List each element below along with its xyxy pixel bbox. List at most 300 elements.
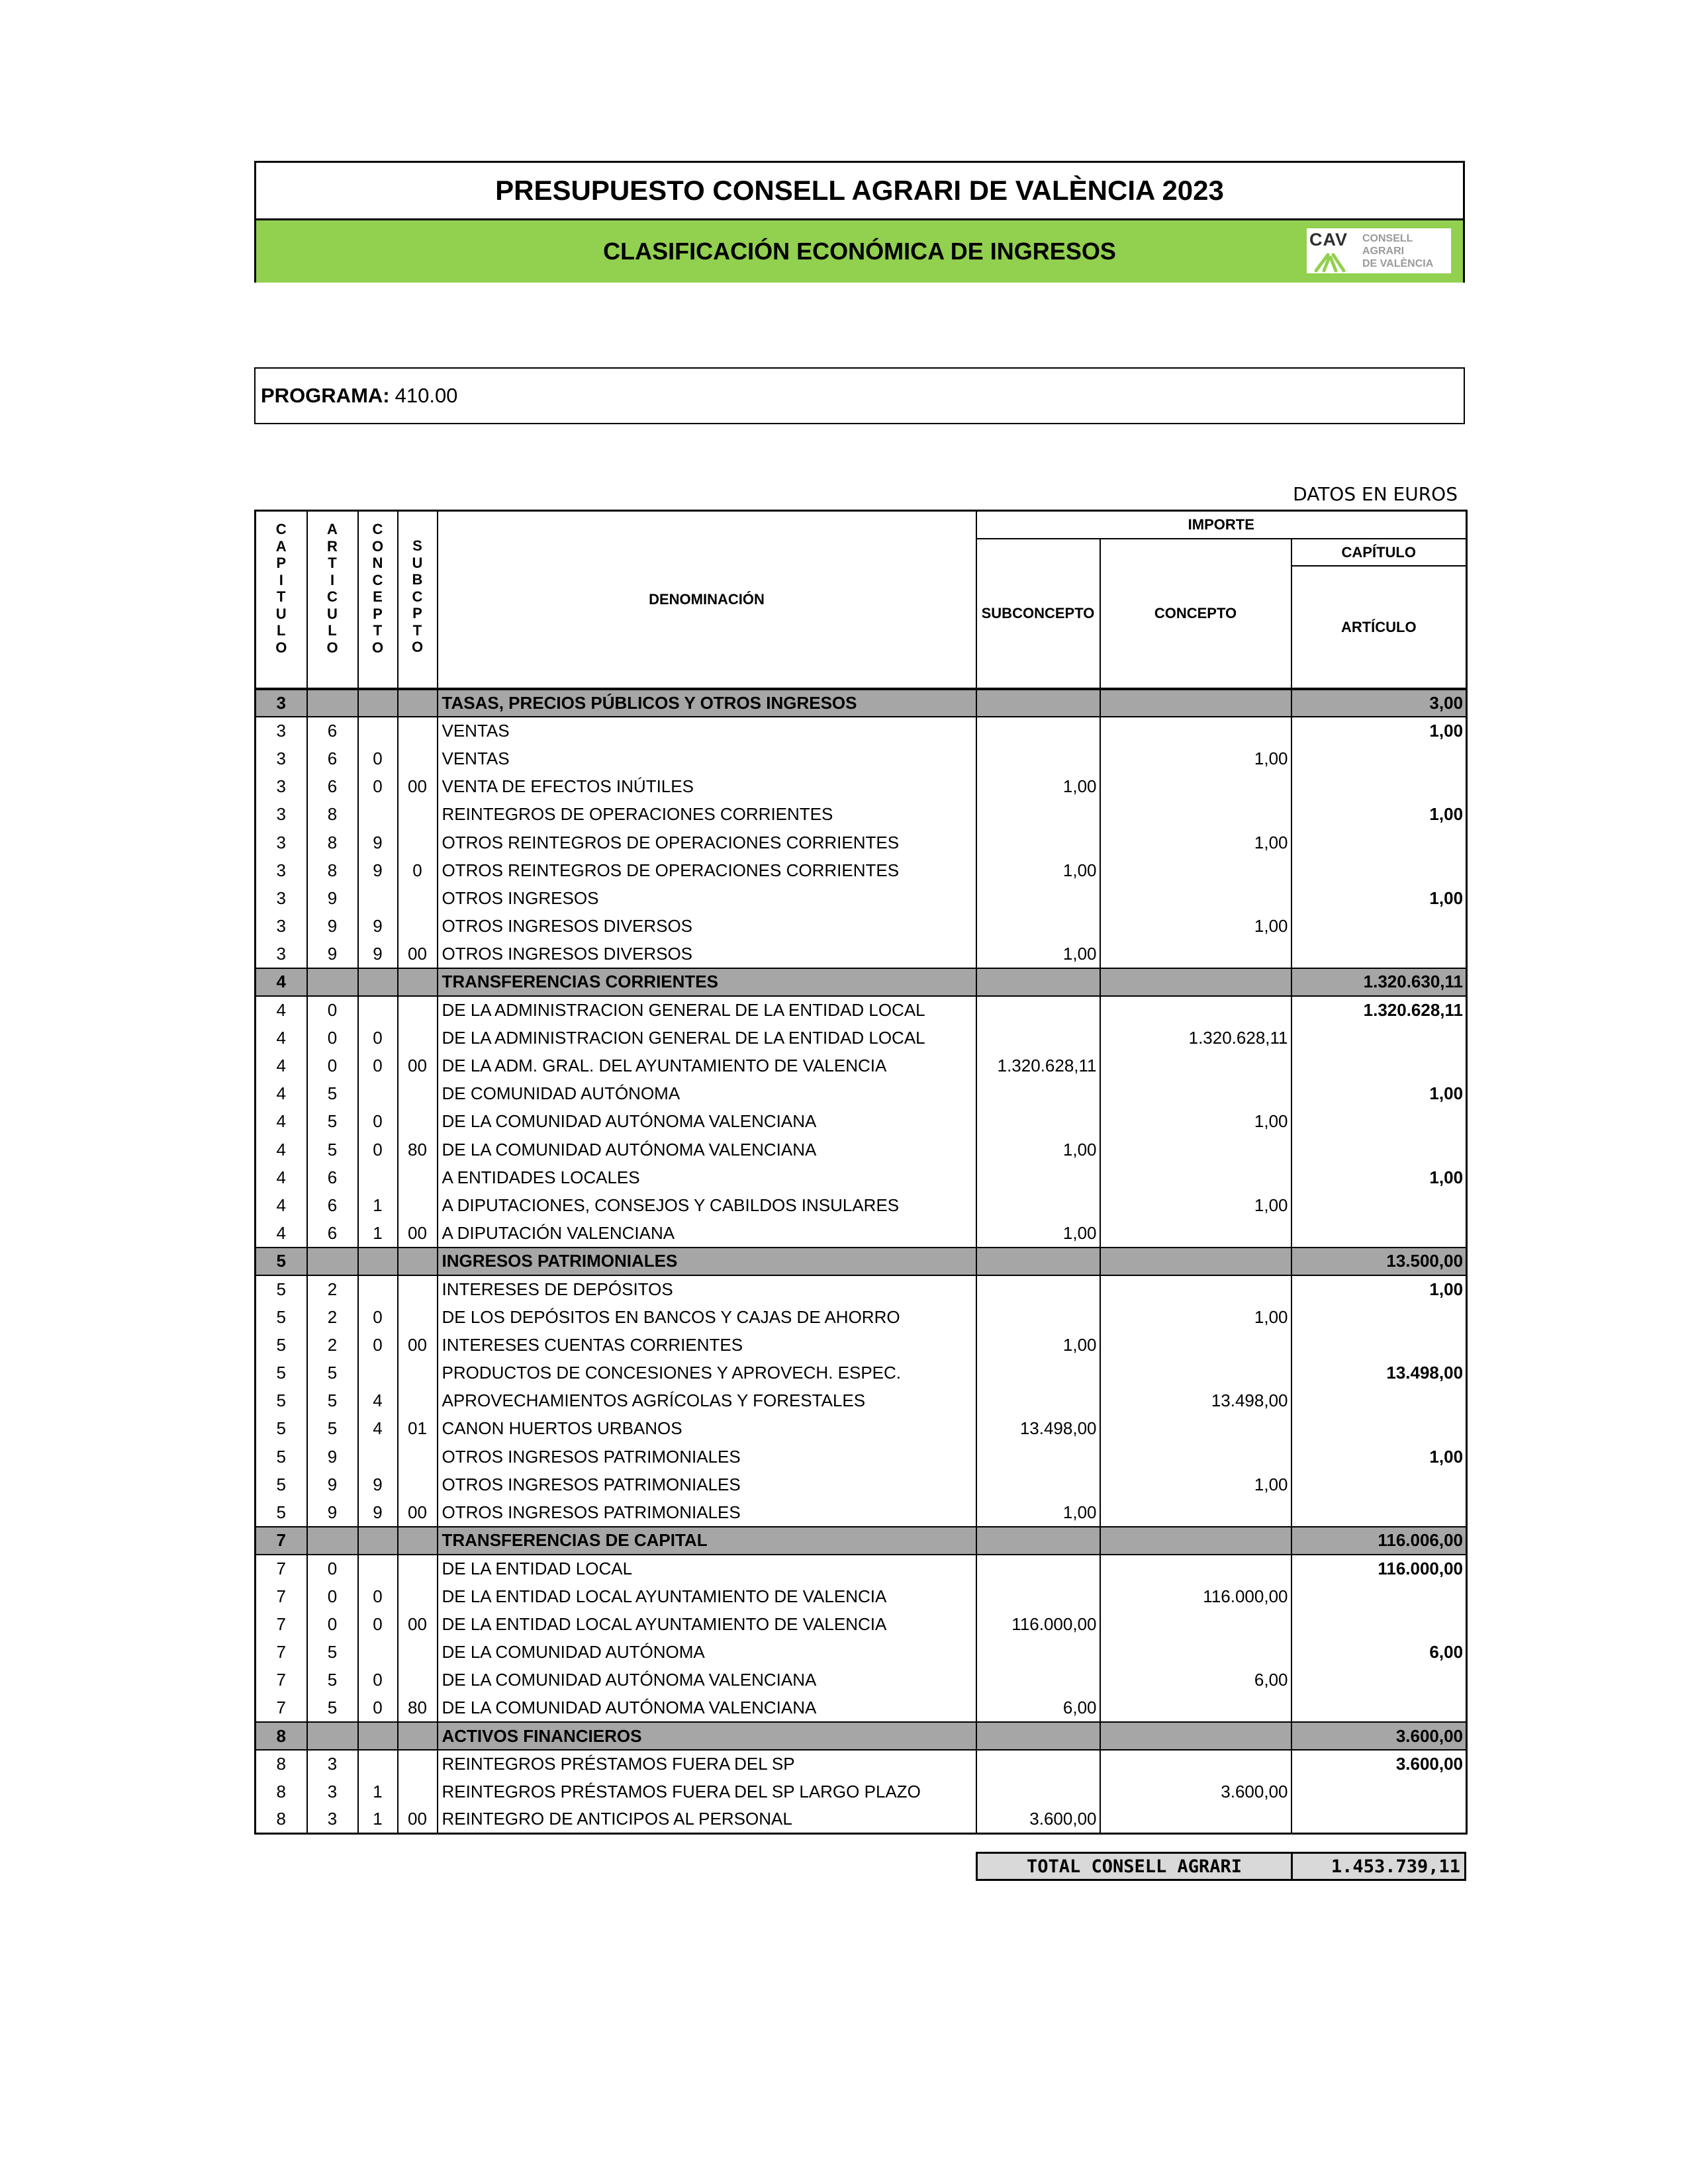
capitulo-articulo-amount: 1,00 (1291, 1275, 1467, 1303)
header-letter: I (330, 571, 335, 588)
denominacion-cell: APROVECHAMIENTOS AGRÍCOLAS Y FORESTALES (438, 1387, 976, 1415)
header-letter: O (411, 639, 424, 655)
capitulo-articulo-amount (1291, 1694, 1467, 1722)
logo-line-1: CONSELL (1362, 232, 1413, 244)
concepto-amount: 1,00 (1100, 913, 1291, 940)
cav-logo (1307, 228, 1451, 273)
denominacion-cell: VENTAS (438, 745, 976, 772)
subconcepto-code (398, 1191, 438, 1219)
subconcepto-amount (976, 745, 1100, 772)
header-subconcepto: SUBCONCEPTO (976, 539, 1100, 689)
subconcepto-amount (976, 1471, 1100, 1498)
capitulo-code: 3 (256, 913, 307, 940)
capitulo-articulo-amount (1291, 1471, 1467, 1498)
concepto-amount: 1,00 (1100, 1191, 1291, 1219)
concepto-code: 1 (358, 1191, 398, 1219)
subconcepto-code: 00 (398, 1220, 438, 1248)
total-row (976, 1852, 1466, 1881)
subconcepto-code (398, 745, 438, 772)
articulo-code: 9 (307, 1471, 358, 1498)
capitulo-code: 7 (256, 1555, 307, 1582)
denominacion-cell: ACTIVOS FINANCIEROS (438, 1722, 976, 1750)
subconcepto-code (398, 1387, 438, 1415)
subconcepto-code (398, 1638, 438, 1666)
denominacion-cell: REINTEGROS DE OPERACIONES CORRIENTES (438, 801, 976, 829)
articulo-code: 6 (307, 1191, 358, 1219)
articulo-code: 2 (307, 1275, 358, 1303)
capitulo-articulo-amount (1291, 1415, 1467, 1443)
subconcepto-amount: 1,00 (976, 773, 1100, 801)
denominacion-cell: OTROS INGRESOS PATRIMONIALES (438, 1443, 976, 1471)
chapter-row (256, 1527, 1467, 1555)
header-letter: T (373, 622, 383, 639)
header-letter: R (327, 537, 338, 555)
capitulo-code: 3 (256, 856, 307, 884)
capitulo-articulo-amount: 1,00 (1291, 884, 1467, 912)
header-letter: A (275, 537, 287, 555)
concepto-code: 0 (358, 1303, 398, 1331)
concepto-code: 4 (358, 1387, 398, 1415)
articulo-code: 8 (307, 829, 358, 856)
concepto-amount (1100, 1331, 1291, 1359)
capitulo-articulo-amount (1291, 745, 1467, 772)
capitulo-articulo-amount (1291, 856, 1467, 884)
logo-abbr: CAV (1309, 230, 1348, 250)
denominacion-cell: A DIPUTACIONES, CONSEJOS Y CABILDOS INSULARES (438, 1191, 976, 1219)
subconcepto-amount (976, 996, 1100, 1024)
articulo-code (307, 968, 358, 996)
subconcepto-code (398, 1722, 438, 1750)
subconcepto-amount (976, 801, 1100, 829)
concepto-code: 0 (358, 1666, 398, 1694)
concepto-amount (1100, 1080, 1291, 1108)
concepto-amount (1100, 968, 1291, 996)
capitulo-code: 5 (256, 1498, 307, 1526)
subconcepto-amount (976, 1638, 1100, 1666)
header-letter: B (412, 571, 423, 588)
subconcepto-amount (976, 884, 1100, 912)
concepto-code: 0 (358, 1052, 398, 1079)
header-capitulo (256, 511, 307, 690)
denominacion-cell: DE LA COMUNIDAD AUTÓNOMA VALENCIANA (438, 1108, 976, 1136)
subconcepto-amount: 1,00 (976, 940, 1100, 968)
articulo-code: 5 (307, 1359, 358, 1387)
header-concepto-code (358, 511, 398, 690)
capitulo-code: 5 (256, 1471, 307, 1498)
concepto-code (358, 1359, 398, 1387)
capitulo-code: 7 (256, 1527, 307, 1555)
articulo-code: 6 (307, 745, 358, 772)
header-articulo-col: ARTÍCULO (1291, 566, 1467, 689)
table-row (256, 913, 1467, 940)
concepto-code (358, 1275, 398, 1303)
subconcepto-amount (976, 1024, 1100, 1052)
table-header (256, 511, 1467, 690)
header-denominacion: DENOMINACIÓN (438, 511, 976, 690)
capitulo-articulo-amount (1291, 1024, 1467, 1052)
header-letter: C (372, 521, 383, 537)
budget-table (254, 510, 1468, 1835)
articulo-code: 3 (307, 1806, 358, 1834)
table-body (256, 689, 1467, 1834)
capitulo-articulo-amount: 3,00 (1291, 689, 1467, 717)
header-letter: N (372, 555, 383, 571)
capitulo-code: 7 (256, 1638, 307, 1666)
capitulo-code: 3 (256, 940, 307, 968)
subconcepto-amount (976, 1778, 1100, 1805)
denominacion-cell: DE LA COMUNIDAD AUTÓNOMA VALENCIANA (438, 1136, 976, 1163)
header-letter: E (373, 588, 383, 605)
concepto-amount (1100, 1220, 1291, 1248)
denominacion-cell: INTERESES DE DEPÓSITOS (438, 1275, 976, 1303)
capitulo-articulo-amount (1291, 1498, 1467, 1526)
subconcepto-code: 0 (398, 856, 438, 884)
table-row (256, 829, 1467, 856)
header-letter: S (412, 537, 422, 554)
subconcepto-amount (976, 1750, 1100, 1778)
subconcepto-amount: 1,00 (976, 1498, 1100, 1526)
denominacion-cell: A ENTIDADES LOCALES (438, 1163, 976, 1191)
concepto-code: 9 (358, 940, 398, 968)
articulo-code: 5 (307, 1387, 358, 1415)
denominacion-cell: DE LA COMUNIDAD AUTÓNOMA VALENCIANA (438, 1694, 976, 1722)
capitulo-articulo-amount: 13.498,00 (1291, 1359, 1467, 1387)
concepto-code: 9 (358, 913, 398, 940)
chapter-row (256, 1722, 1467, 1750)
concepto-amount: 13.498,00 (1100, 1387, 1291, 1415)
capitulo-code: 3 (256, 717, 307, 745)
table-row (256, 801, 1467, 829)
header-letter: C (372, 571, 383, 588)
document-header (254, 161, 1465, 283)
concepto-code: 1 (358, 1220, 398, 1248)
subtitle-text: CLASIFICACIÓN ECONÓMICA DE INGRESOS (603, 238, 1116, 265)
subconcepto-code (398, 1080, 438, 1108)
capitulo-articulo-amount (1291, 1052, 1467, 1079)
subconcepto-amount: 116.000,00 (976, 1610, 1100, 1638)
subconcepto-amount (976, 1359, 1100, 1387)
subconcepto-amount (976, 1582, 1100, 1610)
subconcepto-amount (976, 1443, 1100, 1471)
chapter-row (256, 1248, 1467, 1275)
capitulo-articulo-amount (1291, 1666, 1467, 1694)
concepto-amount (1100, 1750, 1291, 1778)
subconcepto-code (398, 1527, 438, 1555)
subconcepto-code (398, 829, 438, 856)
subconcepto-amount (976, 1275, 1100, 1303)
capitulo-articulo-amount: 1,00 (1291, 1080, 1467, 1108)
subconcepto-amount (976, 1527, 1100, 1555)
table-row (256, 1806, 1467, 1834)
table-row (256, 1163, 1467, 1191)
capitulo-code: 8 (256, 1806, 307, 1834)
subconcepto-amount: 1,00 (976, 1331, 1100, 1359)
concepto-amount (1100, 801, 1291, 829)
denominacion-cell: TRANSFERENCIAS CORRIENTES (438, 968, 976, 996)
header-letter: C (275, 521, 287, 537)
capitulo-code: 7 (256, 1582, 307, 1610)
table-row (256, 1415, 1467, 1443)
articulo-code (307, 689, 358, 717)
concepto-amount: 1,00 (1100, 1303, 1291, 1331)
subconcepto-code (398, 1582, 438, 1610)
denominacion-cell: VENTA DE EFECTOS INÚTILES (438, 773, 976, 801)
articulo-code: 3 (307, 1778, 358, 1805)
table-row (256, 773, 1467, 801)
capitulo-articulo-amount (1291, 773, 1467, 801)
subconcepto-amount (976, 1387, 1100, 1415)
capitulo-articulo-amount (1291, 1136, 1467, 1163)
subconcepto-amount (976, 829, 1100, 856)
concepto-code: 1 (358, 1778, 398, 1805)
denominacion-cell: OTROS INGRESOS PATRIMONIALES (438, 1498, 976, 1526)
concepto-code: 9 (358, 1471, 398, 1498)
table-row (256, 1387, 1467, 1415)
concepto-amount (1100, 1638, 1291, 1666)
total-value: 1.453.739,11 (1291, 1852, 1466, 1881)
concepto-code: 0 (358, 1582, 398, 1610)
denominacion-cell: DE LA ENTIDAD LOCAL AYUNTAMIENTO DE VALENCIA (438, 1610, 976, 1638)
leaf-icon (1307, 228, 1358, 273)
concepto-code: 0 (358, 745, 398, 772)
programa-label: PROGRAMA: (261, 384, 390, 407)
subconcepto-code (398, 1555, 438, 1582)
subconcepto-amount (976, 1555, 1100, 1582)
capitulo-code: 5 (256, 1303, 307, 1331)
concepto-code (358, 1080, 398, 1108)
concepto-code: 1 (358, 1806, 398, 1834)
articulo-code: 0 (307, 1052, 358, 1079)
header-letter: O (371, 639, 384, 656)
articulo-code: 0 (307, 1024, 358, 1052)
concepto-amount: 1,00 (1100, 1471, 1291, 1498)
header-letter: P (373, 605, 383, 622)
denominacion-cell: OTROS INGRESOS DIVERSOS (438, 940, 976, 968)
denominacion-cell: OTROS INGRESOS (438, 884, 976, 912)
articulo-code: 5 (307, 1638, 358, 1666)
document-title: PRESUPUESTO CONSELL AGRARI DE VALÈNCIA 2023 (256, 163, 1463, 220)
capitulo-articulo-amount (1291, 1610, 1467, 1638)
articulo-code: 9 (307, 913, 358, 940)
logo-line-3: DE VALÈNCIA (1362, 257, 1434, 269)
subconcepto-code (398, 1163, 438, 1191)
capitulo-articulo-amount: 13.500,00 (1291, 1248, 1467, 1275)
concepto-code: 9 (358, 856, 398, 884)
denominacion-cell: INTERESES CUENTAS CORRIENTES (438, 1331, 976, 1359)
concepto-code: 0 (358, 1024, 398, 1052)
subconcepto-code (398, 1024, 438, 1052)
header-concepto: CONCEPTO (1100, 539, 1291, 689)
concepto-amount (1100, 1555, 1291, 1582)
capitulo-articulo-amount (1291, 1303, 1467, 1331)
concepto-code (358, 1443, 398, 1471)
capitulo-code: 3 (256, 773, 307, 801)
articulo-code: 5 (307, 1108, 358, 1136)
articulo-code: 6 (307, 1220, 358, 1248)
capitulo-articulo-amount (1291, 1108, 1467, 1136)
denominacion-cell: VENTAS (438, 717, 976, 745)
header-letter: T (328, 555, 337, 571)
table-row (256, 1359, 1467, 1387)
denominacion-cell: CANON HUERTOS URBANOS (438, 1415, 976, 1443)
table-row (256, 717, 1467, 745)
capitulo-code: 4 (256, 996, 307, 1024)
articulo-code: 9 (307, 884, 358, 912)
table-row (256, 1498, 1467, 1526)
articulo-code: 9 (307, 940, 358, 968)
denominacion-cell: DE LA COMUNIDAD AUTÓNOMA (438, 1638, 976, 1666)
capitulo-articulo-amount: 116.000,00 (1291, 1555, 1467, 1582)
articulo-code (307, 1527, 358, 1555)
capitulo-code: 4 (256, 1191, 307, 1219)
concepto-amount (1100, 1610, 1291, 1638)
subconcepto-code (398, 968, 438, 996)
concepto-code: 0 (358, 1136, 398, 1163)
concepto-amount (1100, 1498, 1291, 1526)
table-row (256, 1136, 1467, 1163)
concepto-amount: 1,00 (1100, 745, 1291, 772)
subconcepto-amount: 13.498,00 (976, 1415, 1100, 1443)
table-row (256, 1443, 1467, 1471)
articulo-code (307, 1722, 358, 1750)
articulo-code: 3 (307, 1750, 358, 1778)
concepto-code: 0 (358, 1610, 398, 1638)
header-letter: P (276, 555, 287, 571)
table-row (256, 1303, 1467, 1331)
table-row (256, 1052, 1467, 1079)
concepto-amount: 6,00 (1100, 1666, 1291, 1694)
table-row (256, 1331, 1467, 1359)
subconcepto-amount (976, 1080, 1100, 1108)
denominacion-cell: DE LA ENTIDAD LOCAL AYUNTAMIENTO DE VALENCIA (438, 1582, 976, 1610)
capitulo-code: 4 (256, 1108, 307, 1136)
denominacion-cell: INGRESOS PATRIMONIALES (438, 1248, 976, 1275)
concepto-code: 0 (358, 1108, 398, 1136)
concepto-code: 0 (358, 773, 398, 801)
capitulo-code: 3 (256, 884, 307, 912)
denominacion-cell: OTROS INGRESOS PATRIMONIALES (438, 1471, 976, 1498)
programa-value: 410.00 (395, 384, 458, 407)
concepto-amount (1100, 1359, 1291, 1387)
concepto-code (358, 968, 398, 996)
articulo-code: 5 (307, 1694, 358, 1722)
capitulo-articulo-amount: 6,00 (1291, 1638, 1467, 1666)
header-letter: C (412, 588, 423, 605)
capitulo-code: 4 (256, 1136, 307, 1163)
concepto-amount: 1,00 (1100, 829, 1291, 856)
subconcepto-amount (976, 689, 1100, 717)
subconcepto-code (398, 913, 438, 940)
denominacion-cell: PRODUCTOS DE CONCESIONES Y APROVECH. ESPEC. (438, 1359, 976, 1387)
denominacion-cell: OTROS REINTEGROS DE OPERACIONES CORRIENTES (438, 856, 976, 884)
capitulo-code: 5 (256, 1248, 307, 1275)
articulo-code: 0 (307, 1582, 358, 1610)
concepto-amount (1100, 1163, 1291, 1191)
articulo-code: 9 (307, 1443, 358, 1471)
table-row (256, 1024, 1467, 1052)
subconcepto-amount (976, 1303, 1100, 1331)
concepto-code (358, 1722, 398, 1750)
concepto-code (358, 1555, 398, 1582)
subconcepto-amount (976, 1248, 1100, 1275)
document-subtitle (256, 220, 1463, 283)
capitulo-code: 3 (256, 689, 307, 717)
subconcepto-amount: 6,00 (976, 1694, 1100, 1722)
table-row (256, 1555, 1467, 1582)
capitulo-code: 8 (256, 1750, 307, 1778)
denominacion-cell: DE LA COMUNIDAD AUTÓNOMA VALENCIANA (438, 1666, 976, 1694)
articulo-code: 5 (307, 1666, 358, 1694)
articulo-code: 2 (307, 1303, 358, 1331)
capitulo-code: 4 (256, 1163, 307, 1191)
capitulo-code: 4 (256, 1220, 307, 1248)
capitulo-articulo-amount (1291, 1220, 1467, 1248)
articulo-code: 0 (307, 996, 358, 1024)
table-row (256, 745, 1467, 772)
subconcepto-amount (976, 1163, 1100, 1191)
articulo-code (307, 1248, 358, 1275)
denominacion-cell: TRANSFERENCIAS DE CAPITAL (438, 1527, 976, 1555)
denominacion-cell: DE LA ADMINISTRACION GENERAL DE LA ENTIDAD LOCAL (438, 1024, 976, 1052)
table-row (256, 1778, 1467, 1805)
header-letter: C (327, 588, 338, 605)
subconcepto-code (398, 996, 438, 1024)
denominacion-cell: REINTEGROS PRÉSTAMOS FUERA DEL SP LARGO PLAZO (438, 1778, 976, 1805)
concepto-amount (1100, 884, 1291, 912)
articulo-code: 0 (307, 1610, 358, 1638)
concepto-amount: 1.320.628,11 (1100, 1024, 1291, 1052)
capitulo-code: 4 (256, 1024, 307, 1052)
header-capitulo-col: CAPÍTULO (1291, 539, 1467, 566)
articulo-code: 5 (307, 1080, 358, 1108)
subconcepto-code: 00 (398, 1610, 438, 1638)
header-letter: U (327, 605, 338, 622)
concepto-amount (1100, 1415, 1291, 1443)
capitulo-code: 7 (256, 1694, 307, 1722)
capitulo-code: 4 (256, 1080, 307, 1108)
capitulo-articulo-amount: 1,00 (1291, 717, 1467, 745)
denominacion-cell: A DIPUTACIÓN VALENCIANA (438, 1220, 976, 1248)
header-letter: P (412, 605, 422, 621)
subconcepto-amount (976, 968, 1100, 996)
concepto-code (358, 1638, 398, 1666)
table-row (256, 1471, 1467, 1498)
header-letter: U (412, 554, 423, 571)
subconcepto-amount: 1,00 (976, 856, 1100, 884)
concepto-code: 9 (358, 1498, 398, 1526)
concepto-code (358, 1163, 398, 1191)
header-letter: U (275, 605, 287, 622)
concepto-amount (1100, 689, 1291, 717)
capitulo-code: 5 (256, 1331, 307, 1359)
capitulo-code: 5 (256, 1415, 307, 1443)
subconcepto-amount: 1.320.628,11 (976, 1052, 1100, 1079)
capitulo-code: 3 (256, 801, 307, 829)
table-row (256, 1666, 1467, 1694)
subconcepto-code (398, 1359, 438, 1387)
subconcepto-code: 00 (398, 940, 438, 968)
concepto-amount (1100, 1275, 1291, 1303)
subconcepto-code: 00 (398, 1331, 438, 1359)
header-letter: L (277, 622, 286, 639)
table-row (256, 996, 1467, 1024)
concepto-code (358, 1527, 398, 1555)
logo-text (1362, 232, 1433, 270)
articulo-code: 6 (307, 717, 358, 745)
header-letter: O (371, 537, 384, 555)
concepto-amount (1100, 773, 1291, 801)
header-letter: T (412, 621, 422, 639)
